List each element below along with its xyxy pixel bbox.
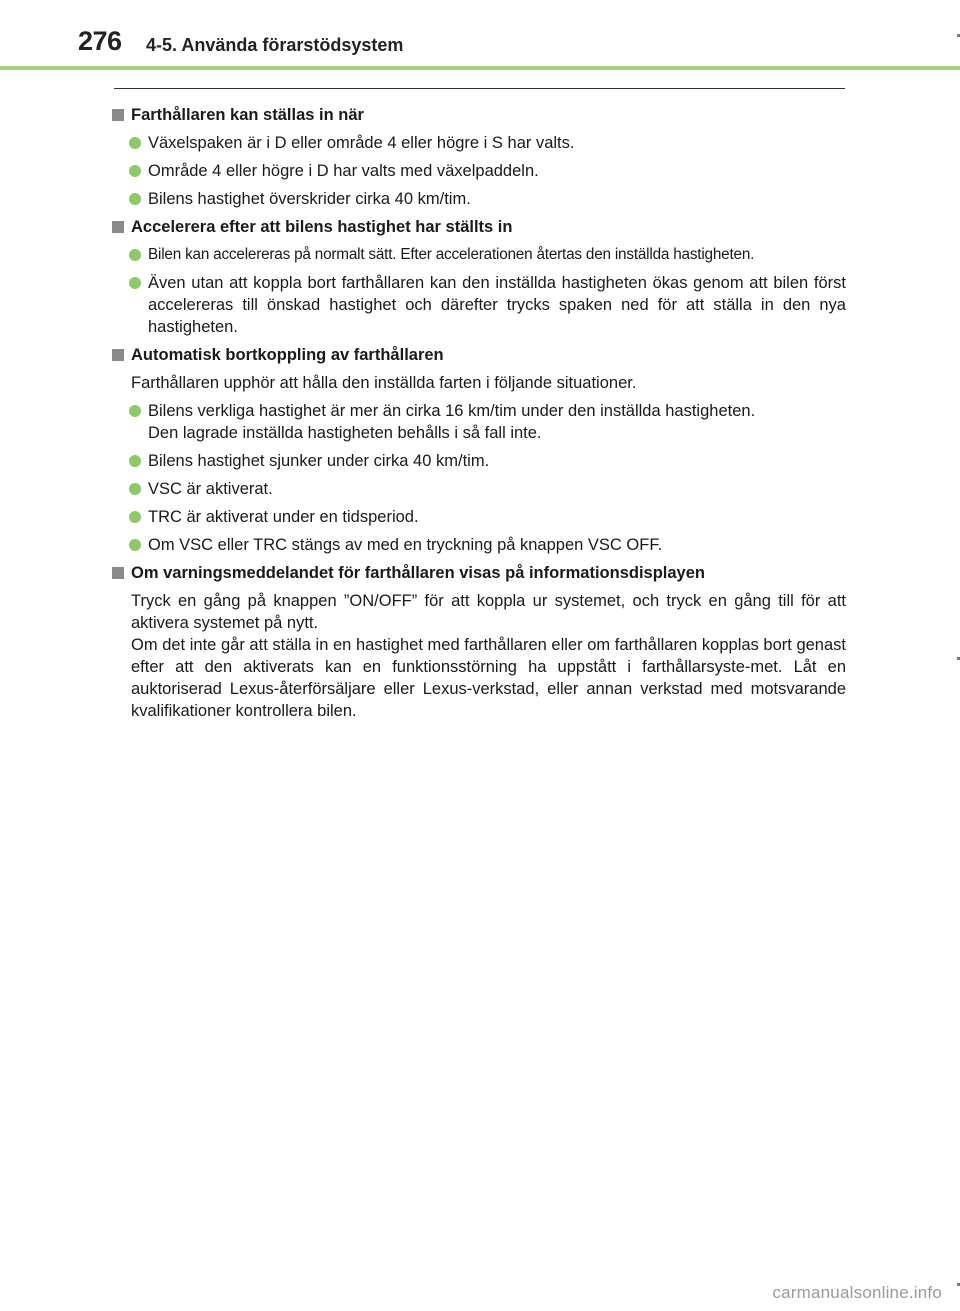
heading-text: Farthållaren kan ställas in när [131,106,364,124]
circle-bullet-icon [129,249,141,261]
list-item [129,506,846,528]
list-item [129,272,846,338]
heading-text: Automatisk bortkoppling av farthållaren [131,346,444,364]
page-header [0,0,960,72]
list-item-text: Bilen kan accelereras på normalt sätt. Efter accelerationen återtas den inställda hastigheten. [148,246,755,263]
content-top-rule [114,88,845,89]
circle-bullet-icon [129,193,141,205]
list-item-text: Växelspaken är i D eller område 4 eller högre i S har valts. [148,134,575,152]
page-content [112,98,846,728]
square-bullet-icon [112,109,124,121]
list-item-text: VSC är aktiverat. [148,480,273,498]
section-heading [112,344,846,366]
watermark-text: carmanualsonline.info [772,1283,942,1302]
circle-bullet-icon [129,405,141,417]
list-item [129,400,846,444]
list-item [129,450,846,472]
square-bullet-icon [112,349,124,361]
circle-bullet-icon [129,165,141,177]
list-item-line: Den lagrade inställda hastigheten behålls i så fall inte. [148,424,542,442]
list-item-text: Även utan att koppla bort farthållaren kan den inställda hastigheten ökas genom att bilen först accelereras till önskad hastighet och därefter trycks spaken ned för att ställa in den nya hastigheten. [148,274,846,336]
heading-text: Accelerera efter att bilens hastighet har ställts in [131,218,513,236]
body-paragraph: Tryck en gång på knappen ”ON/OFF” för att koppla ur systemet, och tryck en gång till för att aktivera systemet på nytt. [131,592,846,632]
circle-bullet-icon [129,483,141,495]
section-heading [112,562,846,584]
list-item-text: Bilens hastighet överskrider cirka 40 km/tim. [148,190,471,208]
circle-bullet-icon [129,455,141,467]
list-item-line: Bilens verkliga hastighet är mer än cirka 16 km/tim under den inställda hastigheten. [148,402,756,420]
body-paragraph: Om det inte går att ställa in en hastighet med farthållaren eller om farthållaren kopplas bort genast efter att den aktiverats kan en funktionsstörning ha uppstått i farthållarsyste-met. Låt en auktoriserad Lexus-återförsäljare eller Lexus-verkstad, eller annan verkstad med motsvarande kvalifikationer kontrollera bilen. [131,636,846,720]
list-item-text: Om VSC eller TRC stängs av med en tryckning på knappen VSC OFF. [148,536,663,554]
list-item-text [148,400,755,444]
page-number: 276 [78,26,122,56]
chapter-title: 4-5. Använda förarstödsystem [146,35,404,55]
list-item-text: TRC är aktiverat under en tidsperiod. [148,508,419,526]
list-item [129,478,846,500]
section-heading [112,104,846,126]
header-accent-rule [0,66,960,70]
square-bullet-icon [112,567,124,579]
circle-bullet-icon [129,511,141,523]
circle-bullet-icon [129,277,141,289]
list-item [129,132,846,154]
circle-bullet-icon [129,539,141,551]
section-heading [112,216,846,238]
list-item [129,188,846,210]
list-item [129,534,846,556]
list-item [129,244,846,266]
square-bullet-icon [112,221,124,233]
list-item-text: Bilens hastighet sjunker under cirka 40 km/tim. [148,452,490,470]
circle-bullet-icon [129,137,141,149]
section-intro: Farthållaren upphör att hålla den inställda farten i följande situationer. [131,374,637,392]
heading-text: Om varningsmeddelandet för farthållaren visas på informationsdisplayen [131,564,705,582]
list-item-text: Område 4 eller högre i D har valts med växelpaddeln. [148,162,539,180]
list-item [129,160,846,182]
